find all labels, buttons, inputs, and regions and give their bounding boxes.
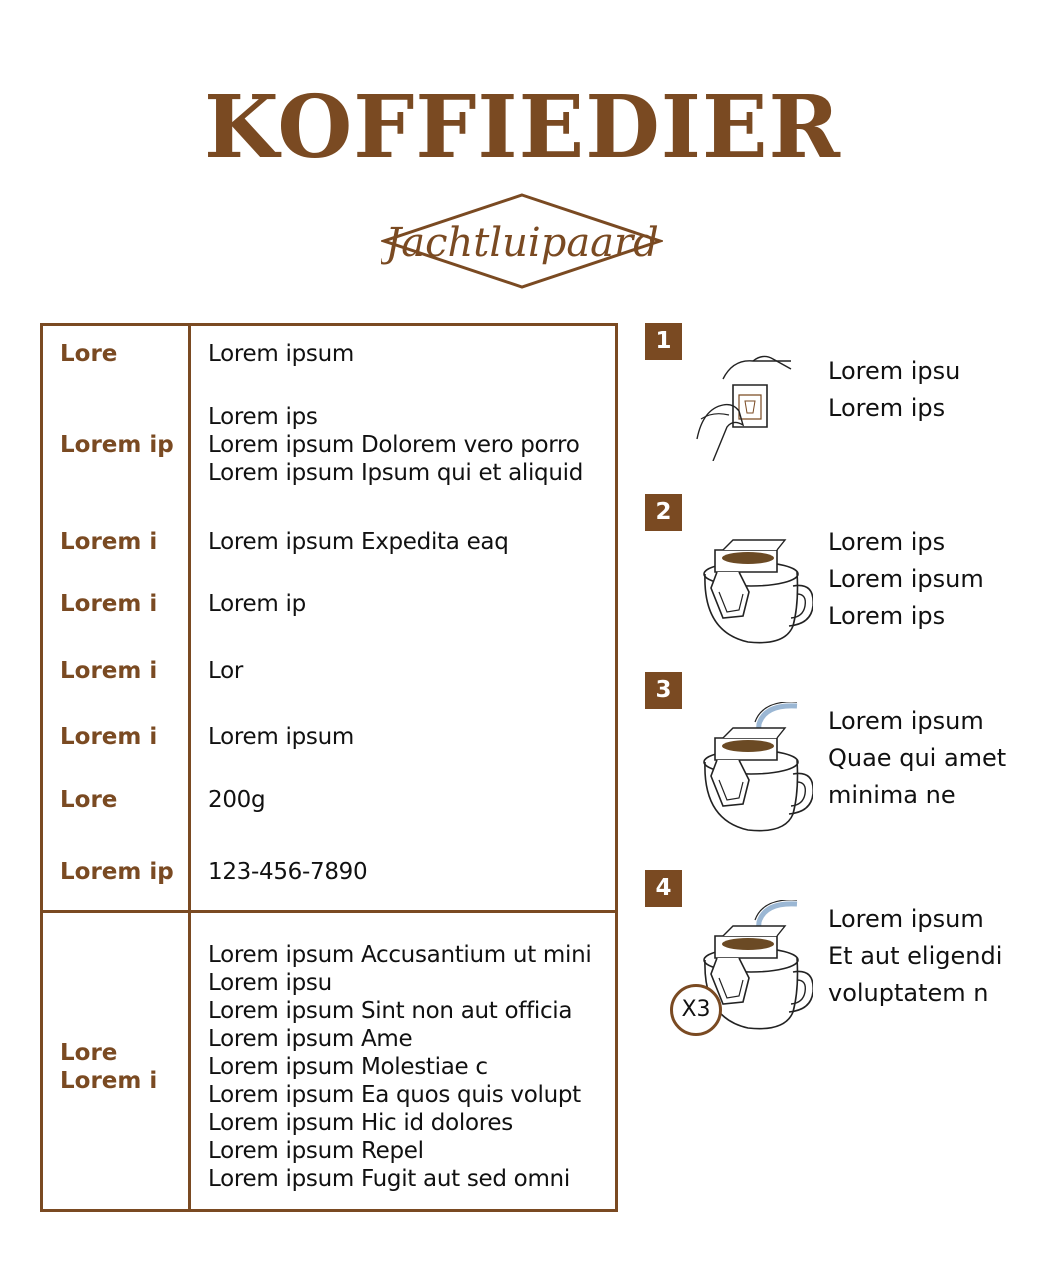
row-value-line: Lorem ip (208, 591, 306, 617)
table-row (43, 335, 615, 373)
row-value-line: Lorem ipsum Hic id dolores (208, 1110, 513, 1136)
page-title: KOFFIEDIER (203, 77, 842, 178)
step-number-badge: 1 (645, 323, 682, 360)
step-line: Lorem ipsum (828, 565, 984, 593)
row-value (188, 858, 367, 886)
step-description (828, 703, 1006, 814)
row-value-line: Lorem ipsum Fugit aut sed omni (208, 1166, 570, 1192)
row-label (43, 528, 188, 556)
row-value (188, 786, 265, 814)
repeat-badge: X3 (670, 984, 722, 1036)
step-number-badge: 2 (645, 494, 682, 531)
table-row (43, 652, 615, 690)
step-line: Lorem ips (828, 394, 946, 422)
row-label (43, 657, 188, 685)
table-row (43, 389, 615, 501)
row-value-line: Lorem ipsu (208, 970, 332, 996)
row-value (188, 941, 592, 1193)
logo-text: Jachtluipaard (385, 220, 659, 266)
table-row (43, 523, 615, 561)
row-label-line: Lorem ip (60, 432, 174, 458)
row-value-line: Lor (208, 658, 244, 684)
row-label-line: Lorem i (60, 1068, 158, 1094)
row-value-line: Lorem ipsum Sint non aut officia (208, 998, 573, 1024)
row-label (43, 1039, 188, 1095)
row-label-line: Lore (60, 1040, 118, 1066)
row-value-line: Lorem ipsum (208, 724, 354, 750)
table-row (43, 585, 615, 623)
row-value-line: Lorem ipsum Molestiae c (208, 1054, 488, 1080)
row-label (43, 723, 188, 751)
row-value-line: 123-456-7890 (208, 859, 368, 885)
step-line: Et aut eligendi (828, 942, 1003, 970)
step-line: Lorem ipsum (828, 905, 984, 933)
row-value-line: Lorem ipsum Accusantium ut mini (208, 942, 592, 968)
step-description (828, 901, 1002, 1012)
row-value-line: Lorem ipsum Dolorem vero porro (208, 432, 580, 458)
brew-step (645, 672, 1045, 842)
table-row (43, 718, 615, 756)
row-label (43, 786, 188, 814)
row-value (188, 528, 509, 556)
step-line: Lorem ips (828, 602, 946, 630)
row-value-line: 200g (208, 787, 266, 813)
drip-bag-on-cup-icon (693, 514, 813, 650)
row-label-line: Lorem ip (60, 859, 174, 885)
row-label-line: Lore (60, 341, 118, 367)
row-label-line: Lorem i (60, 529, 158, 555)
row-value (188, 657, 243, 685)
row-label (43, 340, 188, 368)
row-label-line: Lorem i (60, 658, 158, 684)
step-line: Lorem ipsu (828, 357, 961, 385)
row-label-line: Lore (60, 787, 118, 813)
step-line: Lorem ips (828, 528, 946, 556)
step-line: minima ne (828, 781, 956, 809)
step-description (828, 353, 960, 427)
row-value-line: Lorem ips (208, 404, 318, 430)
brand-logo (381, 192, 663, 290)
row-value (188, 403, 583, 487)
row-label-line: Lorem i (60, 724, 158, 750)
brew-step (645, 494, 1045, 664)
row-value-line: Lorem ipsum Ea quos quis volupt (208, 1082, 581, 1108)
row-label (43, 431, 188, 459)
row-value-line: Lorem ipsum Expedita eaq (208, 529, 509, 555)
step-number-badge: 3 (645, 672, 682, 709)
tear-open-bag-icon (693, 349, 803, 465)
row-value (188, 340, 354, 368)
step-number-badge: 4 (645, 870, 682, 907)
table-row-divider (43, 910, 615, 913)
brew-step (645, 870, 1045, 1040)
row-value-line: Lorem ipsum Ame (208, 1026, 413, 1052)
table-row (43, 936, 615, 1198)
step-line: Quae qui amet (828, 744, 1007, 772)
row-value (188, 590, 306, 618)
row-value-line: Lorem ipsum (208, 341, 354, 367)
row-value-line: Lorem ipsum Repel (208, 1138, 424, 1164)
row-label (43, 858, 188, 886)
spec-table (40, 323, 618, 1212)
row-value (188, 723, 354, 751)
step-line: voluptatem n (828, 979, 989, 1007)
row-value-line: Lorem ipsum Ipsum qui et aliquid (208, 460, 584, 486)
step-line: Lorem ipsum (828, 707, 984, 735)
row-label (43, 590, 188, 618)
table-row (43, 781, 615, 819)
table-row (43, 853, 615, 891)
pour-water-icon (693, 702, 813, 838)
step-description (828, 524, 984, 635)
row-label-line: Lorem i (60, 591, 158, 617)
brew-step (645, 323, 1045, 493)
